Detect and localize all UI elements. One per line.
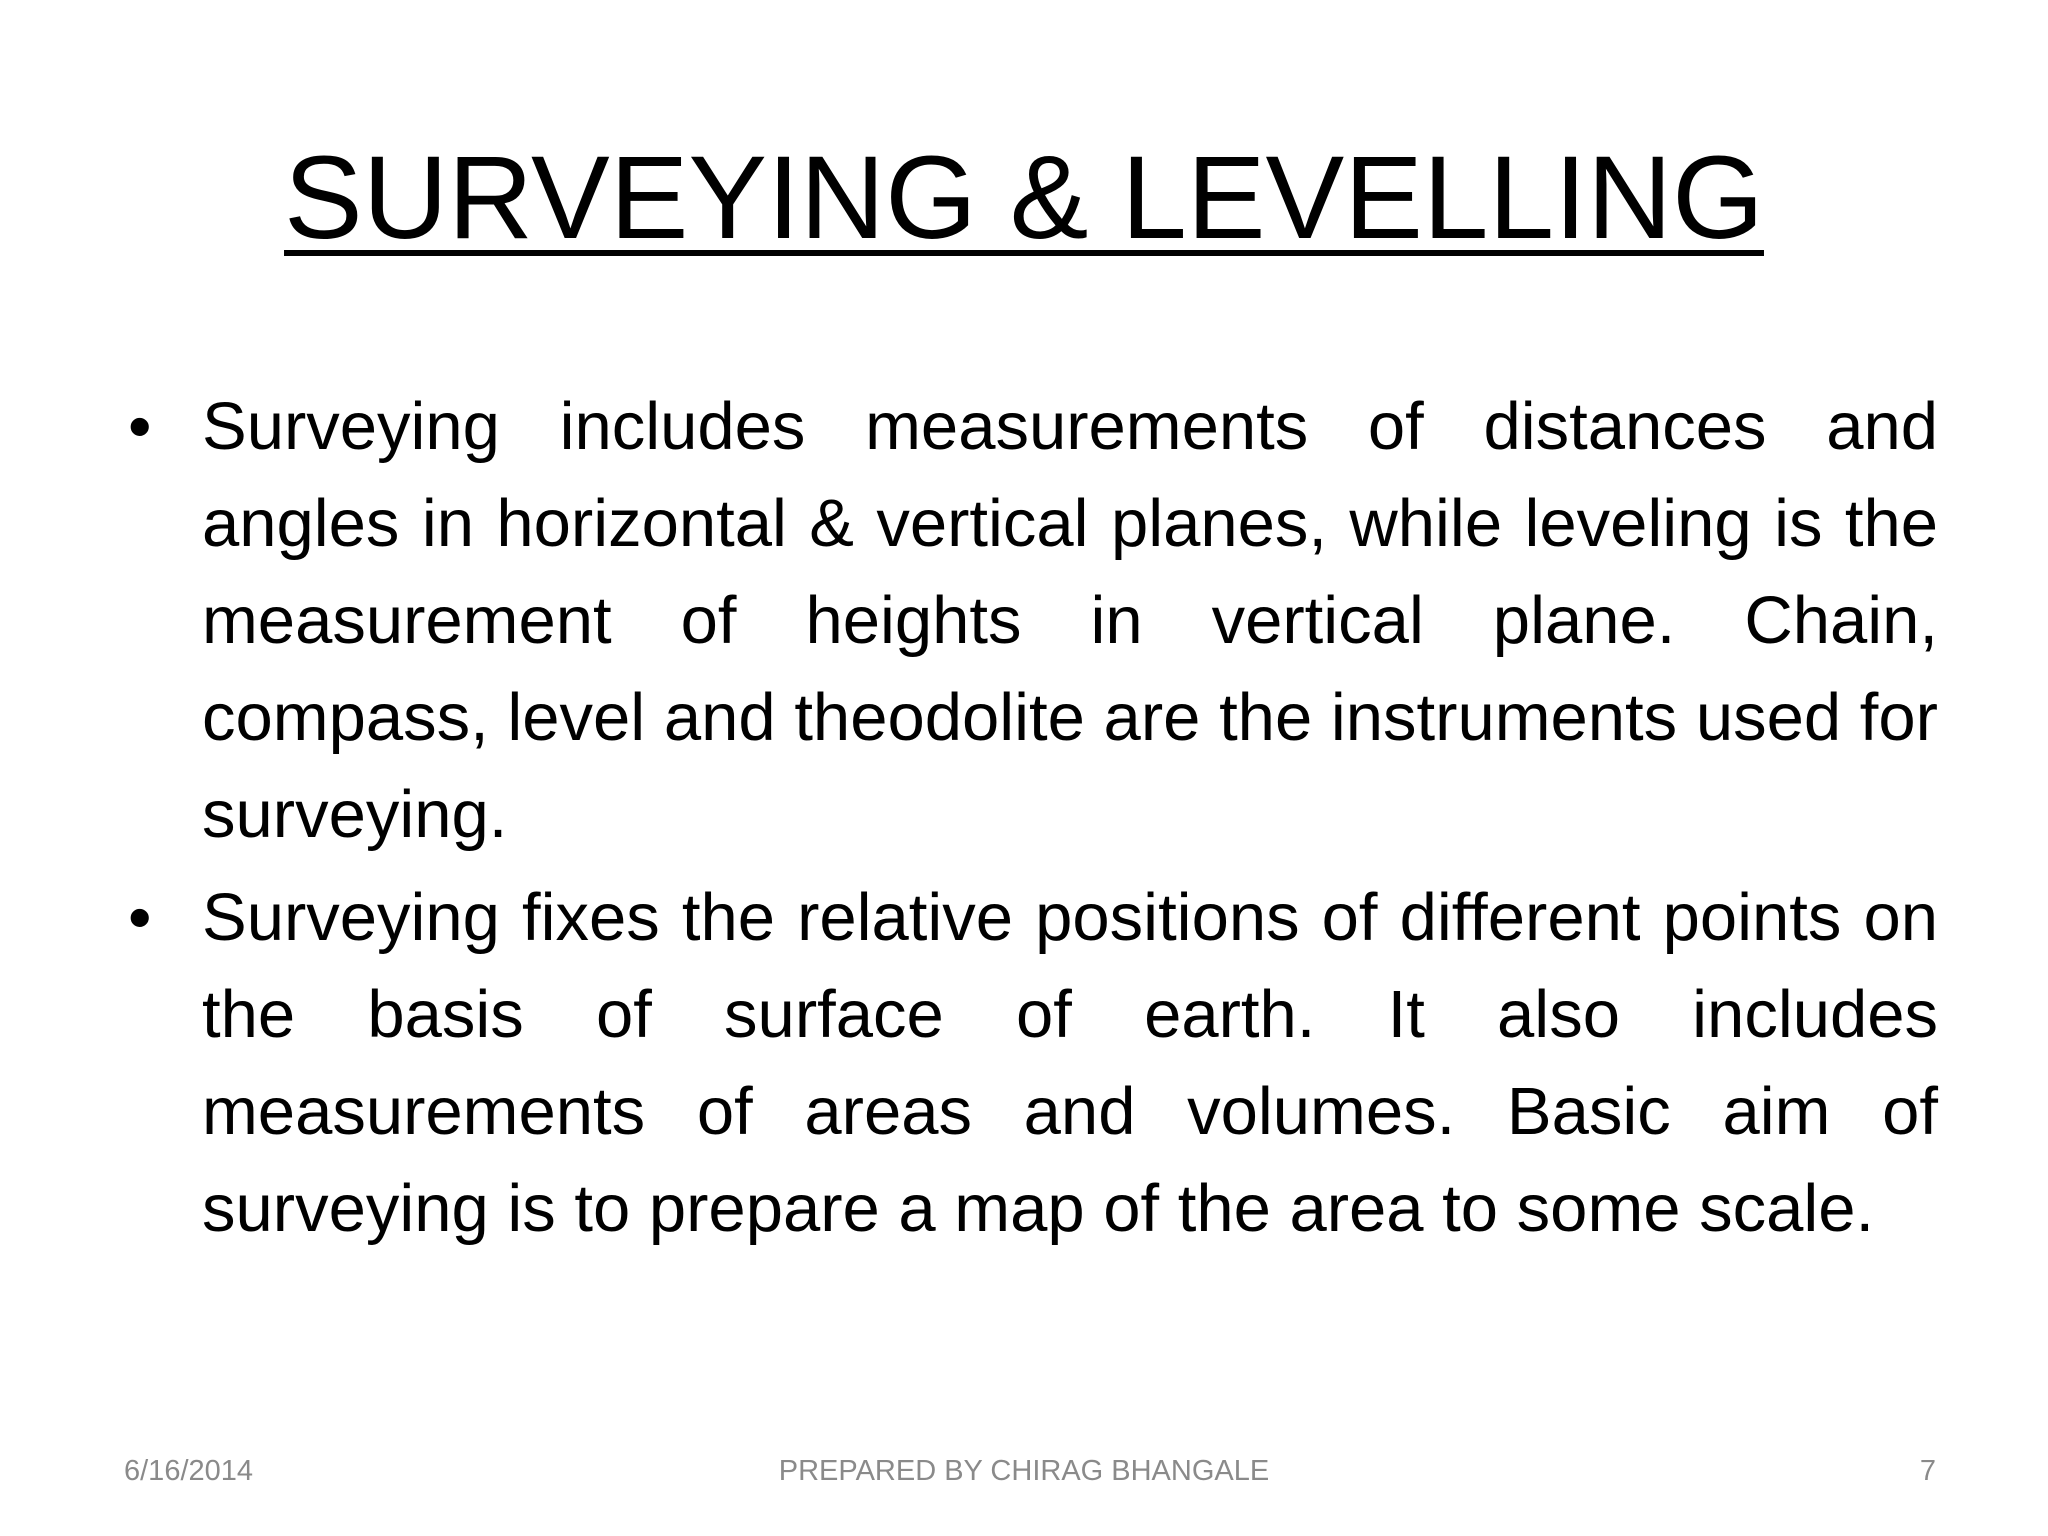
bullet-list xyxy=(120,378,1938,1263)
bullet-item xyxy=(120,869,1938,1257)
bullet-dot-icon: • xyxy=(128,880,152,955)
bullet-text: Surveying fixes the relative positions of different points on the basis of surface of earth. It also includes measurements of areas and volumes. Basic aim of surveying is to prepare a map of the area to some scale. xyxy=(202,880,1938,1246)
slide-title xyxy=(0,128,2048,268)
bullet-item xyxy=(120,378,1938,863)
bullet-text: Surveying includes measurements of distances and angles in horizontal & vertical planes, while leveling is the measurement of heights in vertical plane. Chain, compass, level and theodolite are the instruments used for surveying. xyxy=(202,389,1938,852)
bullet-dot-icon: • xyxy=(128,389,152,464)
footer-author: PREPARED BY CHIRAG BHANGALE xyxy=(778,1455,1270,1487)
slide-title-text: SURVEYING & LEVELLING xyxy=(284,132,1764,264)
footer-date: 6/16/2014 xyxy=(124,1455,254,1487)
footer-page-number: 7 xyxy=(1919,1455,1936,1487)
